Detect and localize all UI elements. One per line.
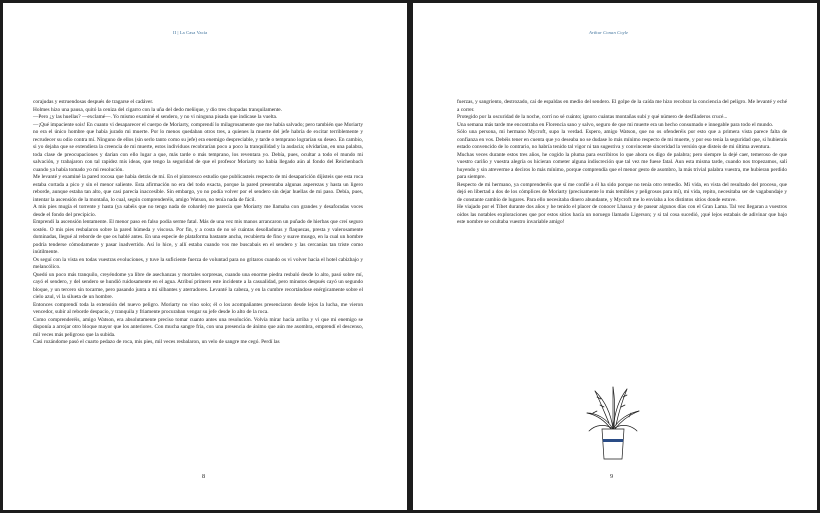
right-page-body — [457, 99, 787, 227]
paragraph: —¡Qué impaciente sois! En cuanto vi desaparecer el cuerpo de Moriarty, comprendí lo milagrosamente que me había salvado; pero también que Moriarty no era el único hombre que había jurado mi muerte. Por lo menos quedaban otros tres, a quienes la muerte del jefe habría de excitar terriblemente y recrudecer su odio contra mí. Ninguno de ellos (sin serlo tanto como su jefe) era enemigo despreciable, y tarde o temprano lograrían su deseo. En cambio, si yo dejaba que se extendiera la creencia de mi muerte, estos individuos recobrarían poco a poco la tranquilidad y la audacia; olvidarían, en una palabra, toda clase de preocupaciones y darían con ello lugar a que, más tarde o más temprano, los reventara yo. Debía, pues, ocultar a todo el mundo mi salvación, y trabajaron con tal rapidez mis ideas, que tengo la seguridad de que el profesor Moriarty no había llegado aún al fondo del Reichenbach cuando ya había tomado yo mi resolución. — [33, 121, 363, 173]
paragraph: Emprendí la ascensión lentamente. El menor paso en falso podía serme fatal. Más de una vez mis manos arrancaron un puñado de hierbas que creí seguro sostén. O mis pies resbalaron sobre la pared húmeda y viscosa. Por fin, y a costa de no sé cuántas desolladuras y flaquezas, presta y valerosamente dominadas, llegué al reborde de que os hablé antes. En una especie de plataforma bastante ancha, recubierta de fino y suave musgo, en la cual un hombre podría tenderse cómodamente y pasar inadvertido. Así lo hice, y allí estaba cuando vos me buscabais en el sendero y las cercanías tan triste como inútilmente. — [33, 219, 363, 255]
paragraph: Respecto de mi hermano, ya comprenderéis que sí me confié a él ha sido porque no tenía otro remedio. Mi vida, en vista del resultado del proceso, que dejó en libertad a dos de los cómplices de Moriarty (precisamente lo más temibles y peligrosos para mí), mi vida, repito, necesitaba ser de vagabundaje y de constante cambio de lugares. Para ello necesitaba dinero abundante, y Mycroft me lo enviaba a los distintos sitios donde estuve. — [457, 181, 787, 203]
paragraph: A mis pies mugía el torrente y hasta (ya sabéis que no tengo nada de cobarde) me parecía que Moriarty me llamaba con grandes y desaforadas voces desde el fondo del precipicio. — [33, 204, 363, 218]
page-number-left: 8 — [202, 473, 206, 480]
page-number-right: 9 — [610, 473, 614, 480]
paragraph: corajudas y estruendosas después de tragarse el cadáver. — [33, 99, 154, 105]
left-page — [3, 3, 407, 510]
paragraph: Os seguí con la vista en todas vuestras evoluciones, y tuve la suficiente fuerza de voluntad para no gritaros cuando os vi volver hacia el hotel cabizbajo y melancólico. — [33, 256, 363, 270]
running-head-chapter: II | La Casa Vacía — [173, 30, 208, 35]
paragraph: Quedó un poco más tranquilo, creyéndome ya libre de asechanzas y mortales sorpresas, cuando una enorme piedra resbaló desde lo alto, pasó sobre mí, cayó el sendero, y del sendero se hundió ruidosamente en el agua. Atribuí primero este incidente a la casualidad, pero minutos después cayó un segundo bloque, y un tercero sin tocarme, pero pasando junta a mi silbantes y aterradores. Levanté la cabeza, y en la cumbre recortándose enérgicamente sobre el cielo azul, vi la silueta de un hombre. — [33, 271, 363, 300]
potted-plant-icon — [583, 383, 643, 463]
paragraph: Sólo una persona, mi hermano Mycroft, supo la verdad. Espero, amigo Watson, que no os ofenderéis por esto que a primera vista parece falta de confianza en vos. Debéis tener en cuenta que yo deseaba no se dudase lo más mínimo respecto de mi muerte, y por eso tenía la seguridad que, si hubierais estado convencido de lo contrario, no habría tenido tal vigor ni tan sugestiva y convincente sinceridad la versión que disteis de mi última aventura. — [457, 129, 787, 150]
paragraph: Casi rozándome pasó el cuarto pedazo de roca, mis pies, mil veces resbalaron, un velo de sangre me cegó. Perdí las — [33, 339, 280, 345]
plant-pot — [602, 429, 624, 459]
paragraph: Una semana más tarde me encontraba en Florencia sano y salvo, seguro de que mi muerte era un hecho consumado e innegable para todo el mundo. — [457, 121, 774, 128]
paragraph: Como comprenderéis, amigo Watson, era absolutamente preciso tomar cuanto antes una resolución. Volvía mirar hacia arriba y vi que mi enemigo se disponía a arrojar otro bloque mayor que los anteriores. Con mucha sangre fría, con una presencia de ánimo que aún me asombra, emprendí el descenso, mil veces más peligroso que la subida. — [33, 316, 363, 338]
paragraph: Holmes hizo una pausa, quitó la ceniza del cigarro con la uña del dedo meñique, y dio tres chupadas tranquilamente. — [33, 106, 282, 113]
paragraph: Me levanté y examiné la pared rocosa que había detrás de mí. En el pintoresco estudio que publicasteis respecto de mi desaparición dijisteis que esta roca estaba cortada a pico y sin el menor saliente. Esta afirmación no era del todo exacta, porque la pared presentaba algunas asperezas y hasta un ligero reborde, aunque estaba tan alto, que casi parecía inaccesible. Sin embargo, yo no podía volver por el sendero sin dejar huellas de mi paso. Debía, pues, intentar la ascensión de la montaña, lo cual, según comprenderéis, amigo Watson, no tenía nada de fácil. — [33, 174, 363, 203]
left-page-body — [33, 99, 363, 347]
paragraph: fuerzas, y sangriento, destrozado, caí de espaldas en medio del sendero. El golpe de la caída me hizo recobrar la conciencia del peligro. Me levanté y eché a correr. — [457, 99, 787, 113]
pot-stripe — [603, 439, 623, 442]
right-page — [413, 3, 817, 510]
paragraph: Muchas veces durante estos tres años, he cogido la pluma para escribiros lo que ahora os digo de palabra; pero siempre la dejé caer, temeroso de que vuestro cariño y vuestra alegría os hicieran cometer alguna indiscreción que tal vez me fuese fatal. Aun esta misma tarde, cuando nos tropezamos, salí huyendo y sin atreverme a deciros lo más mínimo, porque comprendía que el menor gesto de asombro, la más trivial palabra vuestra, me hubieran perdido para siempre. — [457, 151, 787, 180]
running-head-author: Arthur Conan Coyle — [589, 30, 629, 35]
paragraph: Protegido por la oscuridad de la noche, corrí no sé cuánto; ignoro cuántas montañas subí y qué número de desfiladeros crucé... — [457, 114, 728, 120]
paragraph: He viajado por el Tíbet durante dos años y he tenido el placer de conocer Lhassa y de pasear algunos días con el Gran Lama. Tal vez llegaran a vuestros oídos las notables exploraciones que por estos sitios hacía un noruego llamado Ligerson; y si tal cosa sucedió, ¡qué lejos estabais de adivinar que bajo este nombre se ocultaba vuestro invariable amigo! — [457, 204, 787, 225]
paragraph: —Pero ¿y las huellas? —exclamé—. Yo mismo examiné el sendero, y no vi ninguna pisada que indicase la vuelta. — [33, 114, 278, 120]
paragraph: Entonces comprendí toda la extensión del nuevo peligro. Moriarty no vino solo; él o los acompañantes presenciaron desde lejos la lucha, me vieron vencedor, subir al reborde despacio, y tranquila y friamente procuraban vengar su jefe desde lo alto de la roca. — [33, 301, 363, 315]
